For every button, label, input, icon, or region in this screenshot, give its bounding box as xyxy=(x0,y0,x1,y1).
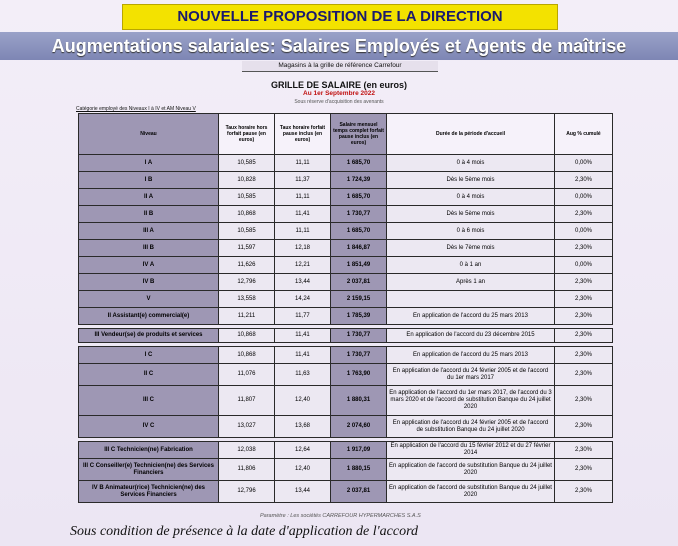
salaire-cell: 1 730,77 xyxy=(331,347,387,364)
duree-cell xyxy=(387,291,555,308)
niveau-cell: IV B xyxy=(79,274,219,291)
taux-hors-cell: 11,076 xyxy=(219,364,275,386)
duree-cell: Après 1 an xyxy=(387,274,555,291)
duree-cell: En application de l'accord du 15 février 2012 et du 27 février 2014 xyxy=(387,442,555,459)
salaire-cell: 1 880,15 xyxy=(331,459,387,481)
aug-cell: 2,30% xyxy=(555,240,613,257)
taux-inclus-cell: 11,11 xyxy=(275,189,331,206)
duree-cell: En application de l'accord du 24 février 2005 et de l'accord du 1er mars 2017 xyxy=(387,364,555,386)
header-duree: Durée de la période d'accueil xyxy=(387,114,555,155)
table-row xyxy=(79,155,613,172)
aug-cell: 2,30% xyxy=(555,416,613,438)
duree-cell: En application de l'accord du 1er mars 2017, de l'accord du 3 mars 2020 et de l'accord de substitution Banque du 24 juillet 2020 xyxy=(387,386,555,416)
taux-inclus-cell: 11,37 xyxy=(275,172,331,189)
niveau-cell: I C xyxy=(79,347,219,364)
duree-cell: 0 à 6 mois xyxy=(387,223,555,240)
aug-cell: 2,30% xyxy=(555,329,613,343)
table-row xyxy=(79,481,613,503)
taux-hors-cell: 12,796 xyxy=(219,274,275,291)
taux-inclus-cell: 13,44 xyxy=(275,481,331,503)
taux-hors-cell: 12,796 xyxy=(219,481,275,503)
salaire-cell: 1 851,49 xyxy=(331,257,387,274)
table-row xyxy=(79,240,613,257)
duree-cell: 0 à 4 mois xyxy=(387,155,555,172)
niveau-cell: II B xyxy=(79,206,219,223)
aug-cell: 2,30% xyxy=(555,274,613,291)
table-row xyxy=(79,364,613,386)
header-taux-inclus: Taux horaire forfait pause inclus (en euros) xyxy=(275,114,331,155)
niveau-cell: III B xyxy=(79,240,219,257)
table-row xyxy=(79,189,613,206)
aug-cell: 2,30% xyxy=(555,347,613,364)
duree-cell: En application de l'accord du 25 mars 2013 xyxy=(387,308,555,325)
taux-inclus-cell: 13,44 xyxy=(275,274,331,291)
header-niveau: Niveau xyxy=(79,114,219,155)
salaire-cell: 1 785,39 xyxy=(331,308,387,325)
salaire-cell: 1 685,70 xyxy=(331,189,387,206)
duree-cell: Dès le 7ème mois xyxy=(387,240,555,257)
table-row xyxy=(79,308,613,325)
grid-date: Au 1er Septembre 2022 xyxy=(303,90,375,97)
taux-inclus-cell: 11,11 xyxy=(275,155,331,172)
taux-inclus-cell: 12,40 xyxy=(275,459,331,481)
table-row xyxy=(79,347,613,364)
salaire-cell: 2 159,15 xyxy=(331,291,387,308)
aug-cell: 0,00% xyxy=(555,223,613,240)
taux-inclus-cell: 13,68 xyxy=(275,416,331,438)
taux-hors-cell: 10,868 xyxy=(219,347,275,364)
taux-inclus-cell: 11,41 xyxy=(275,206,331,223)
taux-inclus-cell: 11,41 xyxy=(275,329,331,343)
reference-line: Magasins à la grille de référence Carrefour xyxy=(242,61,438,72)
niveau-cell: IV A xyxy=(79,257,219,274)
table-body xyxy=(79,155,613,503)
aug-cell: 2,30% xyxy=(555,206,613,223)
salaire-cell: 1 730,77 xyxy=(331,329,387,343)
niveau-cell: II Assistant(e) commercial(e) xyxy=(79,308,219,325)
table-row xyxy=(79,172,613,189)
salaire-cell: 1 730,77 xyxy=(331,206,387,223)
header-taux-hors: Taux horaire hors forfait pause (en euros) xyxy=(219,114,275,155)
table-row xyxy=(79,459,613,481)
duree-cell: En application de l'accord du 23 décembre 2015 xyxy=(387,329,555,343)
aug-cell: 2,30% xyxy=(555,442,613,459)
taux-inclus-cell: 11,63 xyxy=(275,364,331,386)
duree-cell: 0 à 1 an xyxy=(387,257,555,274)
niveau-cell: III Vendeur(se) de produits et services xyxy=(79,329,219,343)
niveau-cell: V xyxy=(79,291,219,308)
aug-cell: 2,30% xyxy=(555,291,613,308)
niveau-cell: III A xyxy=(79,223,219,240)
duree-cell: En application de l'accord de substitution Banque du 24 juillet 2020 xyxy=(387,481,555,503)
taux-hors-cell: 11,597 xyxy=(219,240,275,257)
niveau-cell: III C Technicien(ne) Fabrication xyxy=(79,442,219,459)
taux-inclus-cell: 11,41 xyxy=(275,347,331,364)
taux-hors-cell: 10,585 xyxy=(219,189,275,206)
niveau-cell: II A xyxy=(79,189,219,206)
taux-inclus-cell: 12,64 xyxy=(275,442,331,459)
salaire-cell: 1 685,70 xyxy=(331,155,387,172)
duree-cell: Dès le 5ème mois xyxy=(387,206,555,223)
table-row xyxy=(79,274,613,291)
taux-hors-cell: 10,868 xyxy=(219,329,275,343)
aug-cell: 0,00% xyxy=(555,155,613,172)
footer-condition: Sous condition de présence à la date d'application de l'accord xyxy=(70,524,419,539)
duree-cell: 0 à 4 mois xyxy=(387,189,555,206)
footer-perimeter: Paramètre : Les sociétés CARREFOUR HYPERMARCHES S.A.S xyxy=(260,513,421,519)
salaire-cell: 2 074,60 xyxy=(331,416,387,438)
taux-inclus-cell: 12,21 xyxy=(275,257,331,274)
salaire-cell: 1 685,70 xyxy=(331,223,387,240)
aug-cell: 2,30% xyxy=(555,172,613,189)
salaire-cell: 1 917,09 xyxy=(331,442,387,459)
aug-cell: 2,30% xyxy=(555,364,613,386)
taux-hors-cell: 12,038 xyxy=(219,442,275,459)
category-label: Catégorie employé des Niveaux I à IV et AM Niveau V xyxy=(76,106,196,112)
proposal-banner: NOUVELLE PROPOSITION DE LA DIRECTION xyxy=(122,4,558,30)
taux-hors-cell: 11,211 xyxy=(219,308,275,325)
salaire-cell: 1 846,87 xyxy=(331,240,387,257)
table-row xyxy=(79,386,613,416)
salaire-cell: 1 763,90 xyxy=(331,364,387,386)
duree-cell: En application de l'accord de substitution Banque du 24 juillet 2020 xyxy=(387,459,555,481)
table-row xyxy=(79,257,613,274)
taux-hors-cell: 11,626 xyxy=(219,257,275,274)
header-aug: Aug % cumulé xyxy=(555,114,613,155)
grid-note: Sous réserve d'acquisition des avenants xyxy=(294,99,384,105)
aug-cell: 2,30% xyxy=(555,459,613,481)
taux-inclus-cell: 12,40 xyxy=(275,386,331,416)
taux-hors-cell: 10,585 xyxy=(219,155,275,172)
aug-cell: 0,00% xyxy=(555,257,613,274)
table-row xyxy=(79,223,613,240)
taux-hors-cell: 10,585 xyxy=(219,223,275,240)
salary-grid-table xyxy=(78,113,613,503)
niveau-cell: IV C xyxy=(79,416,219,438)
aug-cell: 2,30% xyxy=(555,481,613,503)
taux-inclus-cell: 11,11 xyxy=(275,223,331,240)
taux-inclus-cell: 12,18 xyxy=(275,240,331,257)
niveau-cell: II C xyxy=(79,364,219,386)
salaire-cell: 1 880,31 xyxy=(331,386,387,416)
slide-title: Augmentations salariales: Salaires Employés et Agents de maîtrise xyxy=(0,32,678,60)
table-row xyxy=(79,416,613,438)
salaire-cell: 2 037,81 xyxy=(331,274,387,291)
header-salaire: Salaire mensuel temps complet forfait pause inclus (en euros) xyxy=(331,114,387,155)
table-row xyxy=(79,206,613,223)
taux-hors-cell: 13,027 xyxy=(219,416,275,438)
aug-cell: 2,30% xyxy=(555,386,613,416)
niveau-cell: IV B Animateur(rice) Technicien(ne) des Services Financiers xyxy=(79,481,219,503)
duree-cell: En application de l'accord du 24 février 2005 et de l'accord de substitution Banque du 24 juillet 2020 xyxy=(387,416,555,438)
grid-title: GRILLE DE SALAIRE (en euros) xyxy=(270,80,407,90)
duree-cell: Dès le 5ème mois xyxy=(387,172,555,189)
taux-hors-cell: 10,868 xyxy=(219,206,275,223)
duree-cell: En application de l'accord du 25 mars 2013 xyxy=(387,347,555,364)
taux-hors-cell: 11,806 xyxy=(219,459,275,481)
niveau-cell: III C xyxy=(79,386,219,416)
niveau-cell: III C Conseiller(e) Technicien(ne) des Services Financiers xyxy=(79,459,219,481)
table-row xyxy=(79,291,613,308)
salaire-cell: 2 037,81 xyxy=(331,481,387,503)
salaire-cell: 1 724,39 xyxy=(331,172,387,189)
taux-hors-cell: 13,558 xyxy=(219,291,275,308)
table-row xyxy=(79,329,613,343)
aug-cell: 0,00% xyxy=(555,189,613,206)
taux-hors-cell: 11,807 xyxy=(219,386,275,416)
niveau-cell: I A xyxy=(79,155,219,172)
taux-inclus-cell: 14,24 xyxy=(275,291,331,308)
taux-inclus-cell: 11,77 xyxy=(275,308,331,325)
aug-cell: 2,30% xyxy=(555,308,613,325)
table-header-row xyxy=(79,114,613,155)
niveau-cell: I B xyxy=(79,172,219,189)
table-row xyxy=(79,442,613,459)
taux-hors-cell: 10,828 xyxy=(219,172,275,189)
